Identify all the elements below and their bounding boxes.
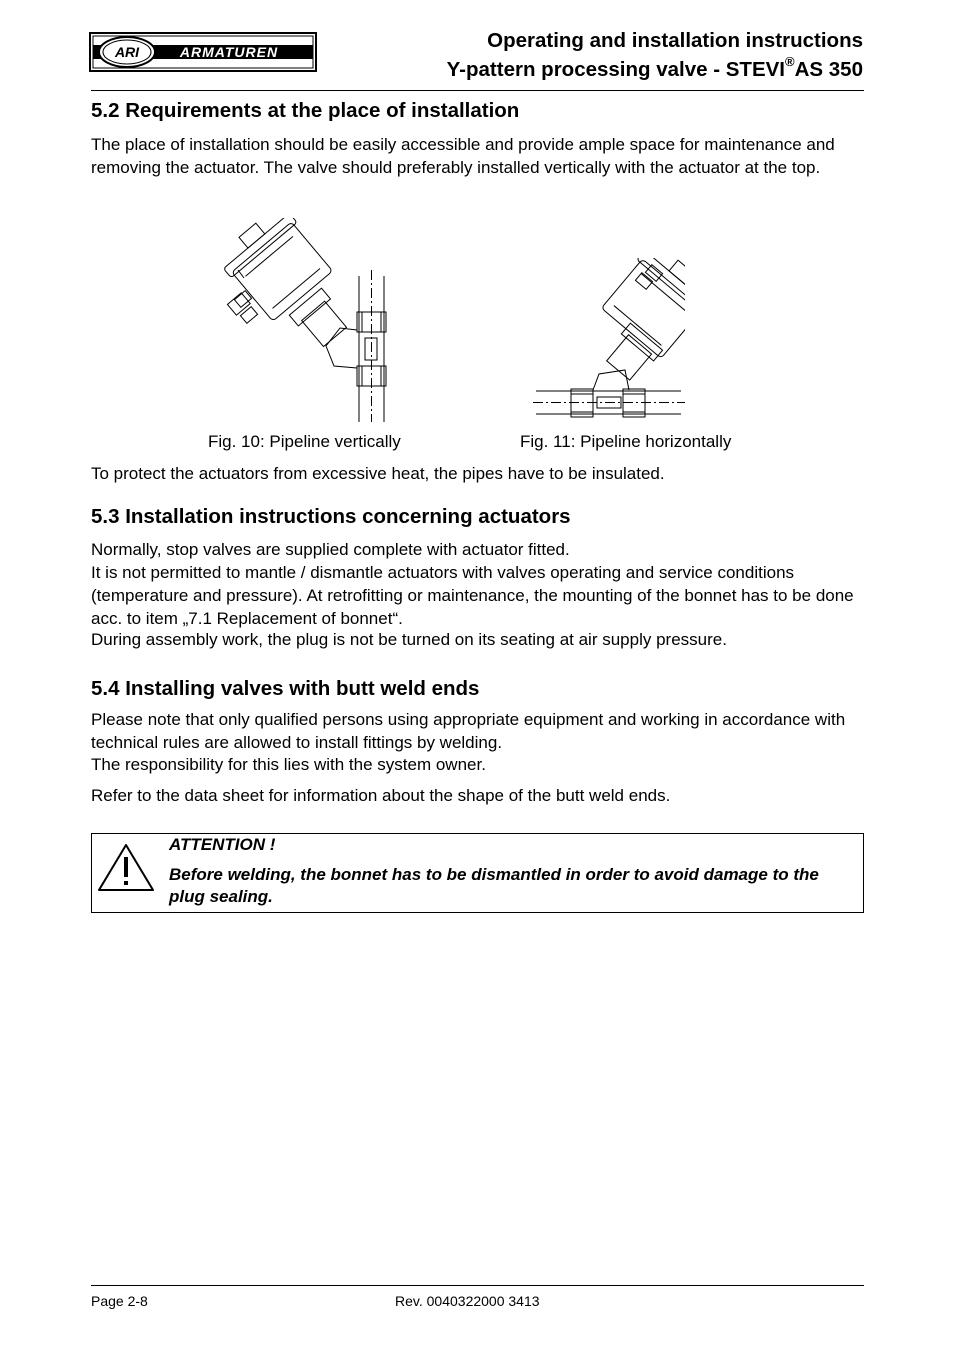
- figure-11-caption: Fig. 11: Pipeline horizontally: [520, 432, 732, 451]
- section-heading-5-2: 5.2 Requirements at the place of installation: [91, 99, 520, 122]
- page-number: Page 2-8: [91, 1293, 148, 1309]
- svg-text:ARI: ARI: [114, 44, 140, 60]
- insulation-note: To protect the actuators from excessive heat, the pipes have to be insulated.: [91, 464, 665, 483]
- ari-armaturen-logo: [89, 32, 317, 72]
- section-5-3-paragraph-2: It is not permitted to mantle / dismantle actuators with valves operating and service conditions (temperature and pressure). At retrofitting or maintenance, the mounting of the bonnet has to be done acc. to item „7.1 Replacement of bonnet“.: [91, 563, 854, 628]
- section-5-4-paragraph-1: Please note that only qualified persons using appropriate equipment and working in accordance with technical rules are allowed to install fittings by welding.: [91, 710, 846, 752]
- header-rule: [91, 90, 864, 91]
- document-title: [447, 26, 863, 84]
- attention-title: ATTENTION !: [169, 835, 276, 854]
- section-heading-5-4: 5.4 Installing valves with butt weld ends: [91, 677, 480, 700]
- attention-text: [169, 834, 859, 909]
- figure-11-horizontal-valve: [533, 258, 685, 420]
- section-5-4-paragraph-3: Refer to the data sheet for information about the shape of the butt weld ends.: [91, 786, 671, 805]
- figure-10-caption: Fig. 10: Pipeline vertically: [208, 432, 401, 451]
- warning-triangle-icon: [97, 842, 155, 892]
- attention-box: [91, 833, 864, 913]
- title-line-2: Y-pattern processing valve - STEVI®AS 350: [446, 54, 863, 81]
- section-5-2-paragraph: The place of installation should be easily accessible and provide ample space for maintenance and removing the actuator. The valve should preferably installed vertically with the actuator at the top.: [91, 135, 835, 177]
- svg-text:ARMATUREN: ARMATUREN: [179, 44, 279, 60]
- attention-message: Before welding, the bonnet has to be dismantled in order to avoid damage to the plug sealing.: [169, 864, 819, 906]
- figure-10-vertical-valve: [222, 218, 392, 424]
- section-5-4-paragraph-2: The responsibility for this lies with the system owner.: [91, 755, 486, 774]
- section-heading-5-3: 5.3 Installation instructions concerning actuators: [91, 505, 571, 528]
- title-line-1: Operating and installation instructions: [487, 29, 863, 52]
- footer-rule: [91, 1285, 864, 1286]
- section-5-3-paragraph-3: During assembly work, the plug is not be turned on its seating at air supply pressure.: [91, 630, 727, 649]
- section-5-3-paragraph-1: Normally, stop valves are supplied complete with actuator fitted.: [91, 540, 570, 559]
- revision-number: Rev. 0040322000 3413: [395, 1293, 540, 1309]
